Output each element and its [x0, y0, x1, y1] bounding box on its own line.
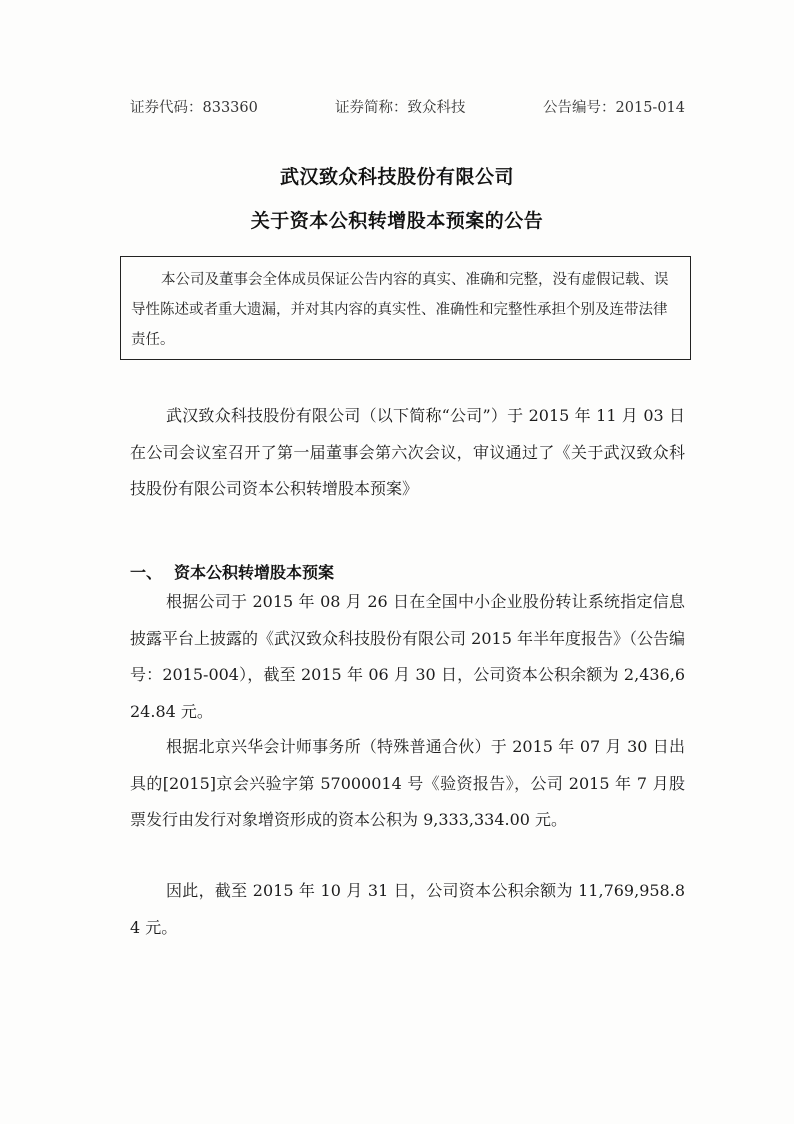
security-abbreviation: 证券简称：致众科技 [335, 100, 466, 116]
section-number: 一、 [130, 563, 163, 582]
section-heading-text: 资本公积转增股本预案 [174, 563, 335, 582]
body-paragraph: 根据公司于 2015 年 08 月 26 日在全国中小企业股份转让系统指定信息披露平台上披露的《武汉致众科技股份有限公司 2015 年半年度报告》（公告编号：2015-004），截至 2015 年 06 月 30 日，公司资本公积余额为 2,436,624.84 元。 [130, 592, 685, 721]
disclaimer-box [120, 256, 691, 360]
intro-paragraph: 武汉致众科技股份有限公司（以下简称“公司”）于 2015 年 11 月 03 日在公司会议室召开了第一届董事会第六次会议，审议通过了《关于武汉致众科技股份有限公司资本公积转增股本预案》 [130, 406, 685, 498]
announcement-header [130, 96, 685, 120]
security-code: 证券代码：833360 [130, 100, 258, 116]
company-title: 武汉致众科技股份有限公司 [279, 166, 514, 188]
body-paragraph: 根据北京兴华会计师事务所（特殊普通合伙）于 2015 年 07 月 30 日出具的[2015]京会兴验字第 57000014 号《验资报告》，公司 2015 年 7 月股票发行由发行对象增资形成的资本公积为 9,333,334.00 元。 [130, 737, 685, 829]
announcement-title: 关于资本公积转增股本预案的公告 [250, 210, 544, 232]
announcement-number: 公告编号：2015-014 [543, 100, 685, 116]
disclaimer-text: 本公司及董事会全体成员保证公告内容的真实、准确和完整，没有虚假记载、误导性陈述或者重大遗漏，并对其内容的真实性、准确性和完整性承担个别及连带法律责任。 [131, 272, 669, 348]
body-paragraph: 因此，截至 2015 年 10 月 31 日，公司资本公积余额为 11,769,958.84 元。 [130, 881, 685, 937]
section-heading [130, 560, 334, 583]
